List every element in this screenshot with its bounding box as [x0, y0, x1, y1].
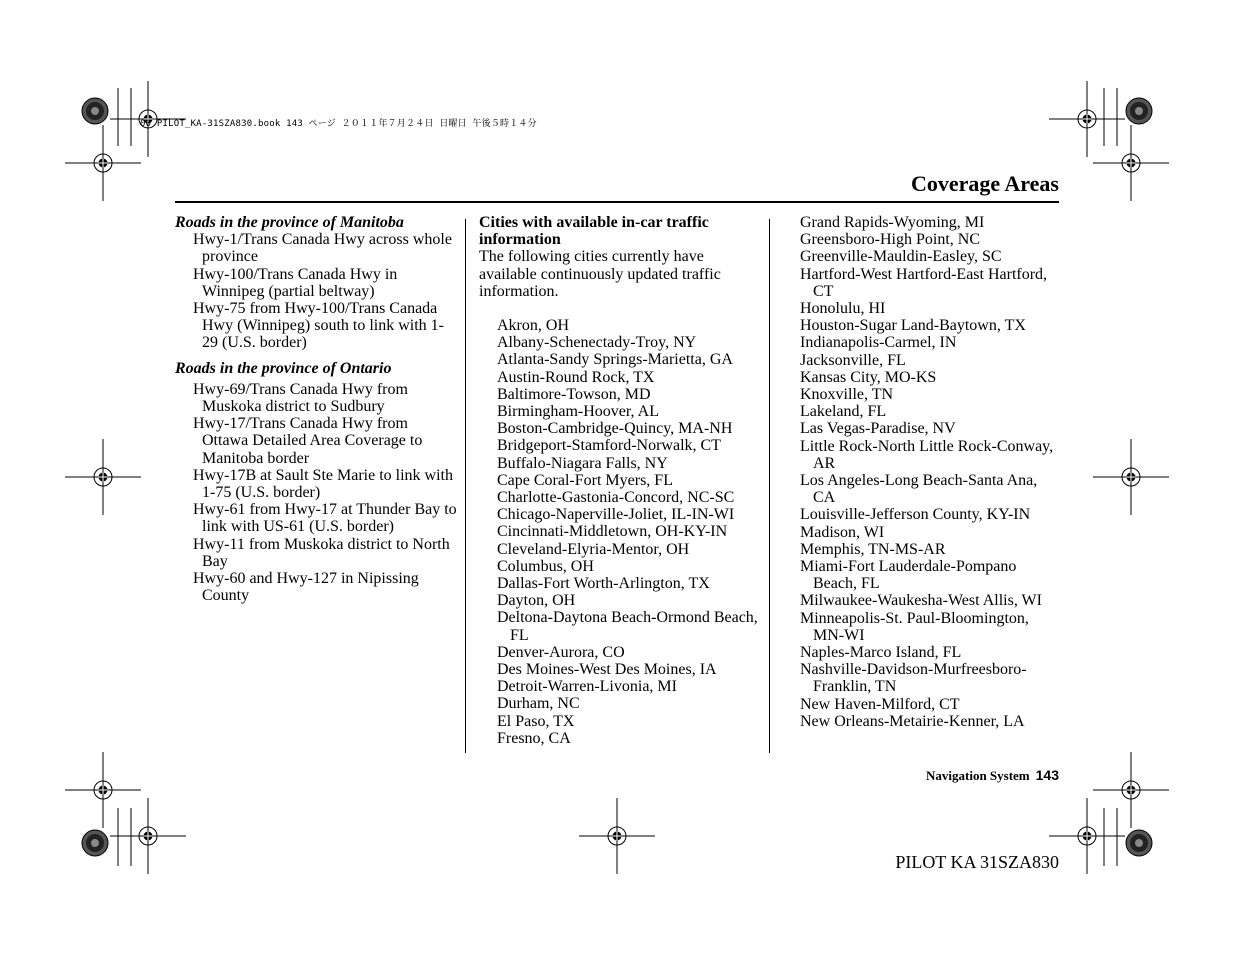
list-item: Atlanta-Sandy Springs-Marietta, GA	[497, 351, 733, 369]
traffic-heading: Cities with available in-car traffic information	[479, 214, 709, 249]
list-item: Detroit-Warren-Livonia, MI	[497, 678, 677, 696]
manitoba-heading: Roads in the province of Manitoba	[175, 214, 404, 231]
list-item: Greenville-Mauldin-Easley, SC	[800, 248, 1002, 266]
list-item: Cincinnati-Middletown, OH-KY-IN	[497, 523, 728, 541]
column-traffic-cities-1	[479, 214, 761, 747]
list-item: Milwaukee-Waukesha-West Allis, WI	[800, 592, 1042, 610]
list-item: Memphis, TN-MS-AR	[800, 540, 946, 558]
list-item: Hwy-17/Trans Canada Hwy from Ottawa Detailed Area Coverage to Manitoba border	[193, 415, 423, 467]
column-traffic-cities-2	[800, 214, 1062, 730]
list-item: Austin-Round Rock, TX	[497, 368, 655, 386]
list-item: Greensboro-High Point, NC	[800, 231, 980, 249]
list-item: Durham, NC	[497, 695, 580, 713]
list-item: Cape Coral-Fort Myers, FL	[497, 471, 673, 489]
footer-section	[926, 767, 1059, 784]
list-item: Des Moines-West Des Moines, IA	[497, 661, 717, 679]
list-item: Miami-Fort Lauderdale-Pompano Beach, FL	[800, 558, 1017, 593]
column-divider	[769, 219, 770, 753]
list-item: Jacksonville, FL	[800, 351, 906, 369]
list-item: Charlotte-Gastonia-Concord, NC-SC	[497, 489, 735, 507]
list-item: Chicago-Naperville-Joliet, IL-IN-WI	[497, 506, 735, 524]
list-item: Hwy-1/Trans Canada Hwy across whole province	[193, 231, 452, 266]
ontario-heading: Roads in the province of Ontario	[175, 359, 392, 377]
list-item: Louisville-Jefferson County, KY-IN	[800, 506, 1031, 524]
list-item: Indianapolis-Carmel, IN	[800, 334, 957, 352]
list-item: El Paso, TX	[497, 712, 575, 730]
list-item: Hwy-60 and Hwy-127 in Nipissing County	[193, 570, 419, 605]
manitoba-road-list	[175, 231, 457, 351]
list-item: Hwy-75 from Hwy-100/Trans Canada Hwy (Winnipeg) south to link with 1-29 (U.S. border)	[193, 300, 444, 352]
list-item: Los Angeles-Long Beach-Santa Ana, CA	[800, 472, 1038, 507]
list-item: Kansas City, MO-KS	[800, 368, 937, 386]
list-item: Madison, WI	[800, 523, 885, 541]
list-item: Dayton, OH	[497, 592, 576, 610]
column-provinces	[175, 214, 457, 604]
list-item: Columbus, OH	[497, 557, 594, 575]
print-slug-line: 00 PILOT_KA-31SZA830.book 143 ページ ２０１１年７月２４日 日曜日 午後５時１４分	[140, 119, 537, 129]
list-item: Honolulu, HI	[800, 300, 886, 318]
list-item: Cleveland-Elyria-Mentor, OH	[497, 540, 690, 558]
list-item: Albany-Schenectady-Troy, NY	[497, 334, 697, 352]
traffic-intro: The following cities currently have available continuously updated traffic information.	[479, 248, 721, 300]
list-item: New Haven-Milford, CT	[800, 695, 960, 713]
traffic-city-list-2	[800, 214, 1062, 730]
footer-section-name: Navigation System	[926, 768, 1030, 783]
list-item: Bridgeport-Stamford-Norwalk, CT	[497, 437, 721, 455]
list-item: New Orleans-Metairie-Kenner, LA	[800, 712, 1025, 730]
list-item: Akron, OH	[497, 317, 569, 335]
list-item: Buffalo-Niagara Falls, NY	[497, 454, 668, 472]
list-item: Hwy-11 from Muskoka district to North Bay	[193, 535, 450, 570]
list-item: Little Rock-North Little Rock-Conway, AR	[800, 437, 1054, 472]
list-item: Boston-Cambridge-Quincy, MA-NH	[497, 420, 733, 438]
column-divider	[465, 219, 466, 753]
list-item: Grand Rapids-Wyoming, MI	[800, 214, 985, 231]
list-item: Hwy-100/Trans Canada Hwy in Winnipeg (partial beltway)	[193, 265, 398, 300]
list-item: Las Vegas-Paradise, NV	[800, 420, 956, 438]
list-item: Minneapolis-St. Paul-Bloomington, MN-WI	[800, 609, 1029, 644]
list-item: Dallas-Fort Worth-Arlington, TX	[497, 575, 710, 593]
list-item: Knoxville, TN	[800, 386, 894, 404]
list-item: Hwy-17B at Sault Ste Marie to link with 1-75 (U.S. border)	[193, 466, 453, 502]
list-item: Hwy-61 from Hwy-17 at Thunder Bay to link with US-61 (U.S. border)	[193, 501, 457, 536]
traffic-city-list-1	[479, 317, 761, 747]
list-item: Nashville-Davidson-Murfreesboro-Franklin, TN	[800, 661, 1027, 696]
footer-document-code: PILOT KA 31SZA830	[895, 852, 1059, 872]
list-item: Hartford-West Hartford-East Hartford, CT	[800, 265, 1048, 300]
ontario-road-list	[175, 381, 457, 605]
title-rule	[175, 201, 1059, 203]
list-item: Lakeland, FL	[800, 403, 887, 421]
list-item: Deltona-Daytona Beach-Ormond Beach, FL	[497, 609, 758, 644]
page-number: 143	[1035, 767, 1059, 783]
list-item: Naples-Marco Island, FL	[800, 644, 962, 662]
page-title: Coverage Areas	[910, 171, 1059, 196]
list-item: Birmingham-Hoover, AL	[497, 403, 659, 421]
list-item: Fresno, CA	[497, 729, 571, 747]
list-item: Houston-Sugar Land-Baytown, TX	[800, 317, 1026, 335]
list-item: Denver-Aurora, CO	[497, 643, 625, 661]
list-item: Hwy-69/Trans Canada Hwy from Muskoka district to Sudbury	[193, 380, 408, 416]
list-item: Baltimore-Towson, MD	[497, 385, 651, 403]
